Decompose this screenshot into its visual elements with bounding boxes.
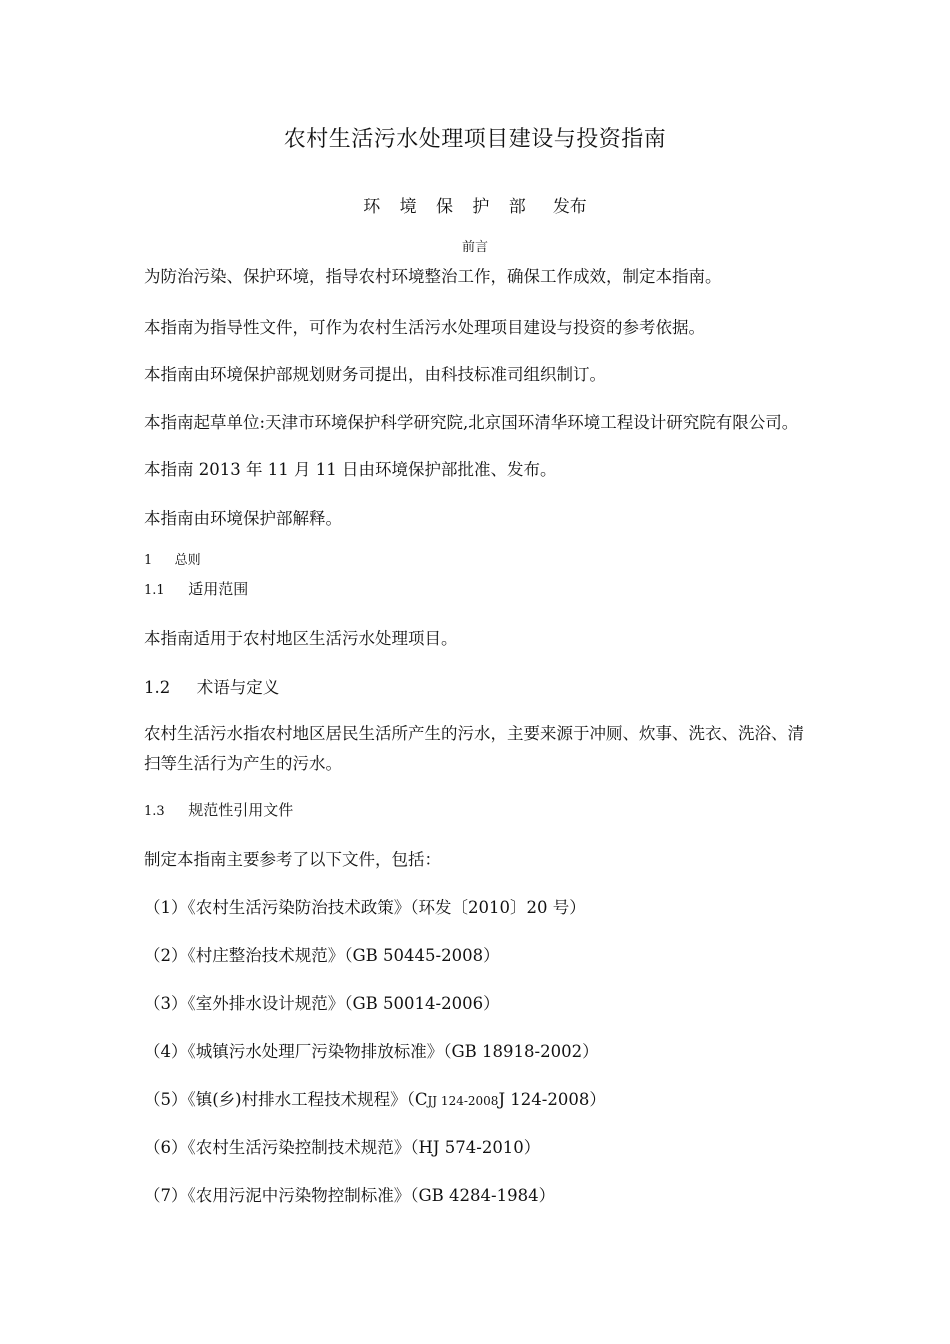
issuer-org: 环 境 保 护 部 bbox=[363, 197, 533, 217]
section-heading-1-3 bbox=[144, 799, 293, 820]
reference-code-tail: J 124-2008） bbox=[498, 1090, 606, 1109]
reference-item: （1）《农村生活污染防治技术政策》（环发〔2010〕20 号） bbox=[144, 898, 586, 917]
section-title: 规范性引用文件 bbox=[188, 801, 294, 819]
foreword-paragraph: 为防治污染、保护环境，指导农村环境整治工作，确保工作成效，制定本指南。 bbox=[144, 267, 722, 286]
section-heading-1 bbox=[144, 549, 201, 568]
section-title: 适用范围 bbox=[188, 580, 249, 598]
definition-line: 扫等生活行为产生的污水。 bbox=[144, 754, 342, 773]
reference-item bbox=[144, 1086, 606, 1110]
definition-line: 农村生活污水指农村地区居民生活所产生的污水，主要来源于冲厕、炊事、洗衣、洗浴、清 bbox=[144, 724, 804, 743]
references-intro: 制定本指南主要参考了以下文件，包括： bbox=[144, 850, 441, 869]
foreword-heading: 前言 bbox=[461, 240, 488, 255]
foreword-paragraph: 本指南 2013 年 11 月 11 日由环境保护部批准、发布。 bbox=[144, 460, 557, 479]
section-number: 1.1 bbox=[144, 583, 165, 598]
reference-item: （6）《农村生活污染控制技术规范》（HJ 574-2010） bbox=[144, 1138, 541, 1157]
section-text: 本指南适用于农村地区生活污水处理项目。 bbox=[144, 629, 458, 648]
reference-item: （3）《室外排水设计规范》（GB 50014-2006） bbox=[144, 994, 500, 1013]
reference-item: （2）《村庄整治技术规范》（GB 50445-2008） bbox=[144, 946, 500, 965]
foreword-paragraph: 本指南由环境保护部解释。 bbox=[144, 509, 342, 528]
reference-code-sub: JJ 124-2008 bbox=[427, 1094, 499, 1108]
reference-text: （5）《镇(乡)村排水工程技术规程》（C bbox=[144, 1090, 428, 1109]
issuer-line bbox=[0, 192, 950, 217]
section-title: 术语与定义 bbox=[196, 678, 280, 697]
issuer-action: 发布 bbox=[552, 197, 587, 217]
section-number: 1.2 bbox=[144, 678, 171, 697]
foreword-paragraph: 本指南起草单位:天津市环境保护科学研究院,北京国环清华环境工程设计研究院有限公司。 bbox=[144, 413, 799, 432]
section-heading-1-1 bbox=[144, 578, 248, 599]
section-number: 1.3 bbox=[144, 804, 165, 819]
section-number: 1 bbox=[144, 553, 153, 568]
section-heading-1-2 bbox=[144, 674, 279, 698]
foreword-paragraph: 本指南为指导性文件，可作为农村生活污水处理项目建设与投资的参考依据。 bbox=[144, 318, 705, 337]
reference-item: （7）《农用污泥中污染物控制标准》（GB 4284-1984） bbox=[144, 1186, 556, 1205]
reference-item: （4）《城镇污水处理厂污染物排放标准》（GB 18918-2002） bbox=[144, 1042, 599, 1061]
foreword-paragraph: 本指南由环境保护部规划财务司提出，由科技标准司组织制订。 bbox=[144, 365, 606, 384]
document-title: 农村生活污水处理项目建设与投资指南 bbox=[283, 127, 667, 152]
section-title: 总则 bbox=[174, 553, 201, 568]
